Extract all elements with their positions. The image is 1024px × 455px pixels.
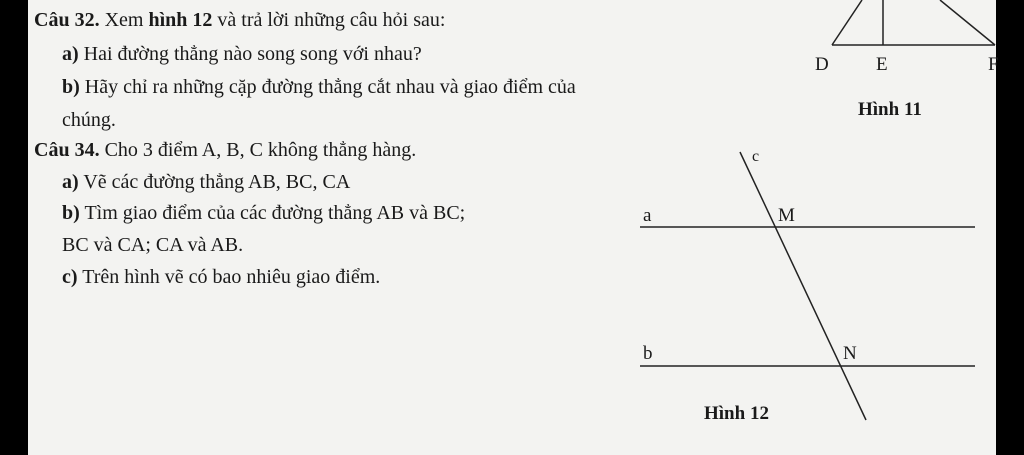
figure12-caption: Hình 12 (704, 403, 769, 424)
figure12-point-n: N (843, 343, 857, 364)
part-c-label: c) (62, 266, 78, 288)
question-32-heading: Câu 32. (34, 9, 100, 31)
question-34-heading: Câu 34. (34, 139, 100, 161)
figure12-label-a: a (643, 205, 652, 226)
figure12-label-c: c (752, 148, 760, 165)
question-34-intro-text: Cho 3 điểm A, B, C không thẳng hàng. (104, 139, 417, 161)
figure12-line-c (740, 152, 866, 420)
question-32-figure-ref: hình 12 (148, 9, 213, 31)
part-a-label: a) (62, 171, 79, 193)
question-32-part-b-line2: chúng. (62, 109, 116, 131)
figure12-label-b: b (643, 343, 653, 364)
question-32-intro-b: và trả lời những câu hỏi sau: (217, 9, 446, 31)
figure12-point-m: M (778, 205, 795, 226)
question-34-part-b-line2: BC và CA; CA và AB. (62, 234, 244, 256)
part-b-text-line1: Hãy chỉ ra những cặp đường thẳng cắt nhau và giao điểm của (84, 76, 576, 98)
figure11-point-d: D (815, 54, 829, 75)
part-a-label: a) (62, 43, 79, 65)
part-c-text: Trên hình vẽ có bao nhiêu giao điểm. (82, 266, 381, 288)
figure11-caption: Hình 11 (858, 99, 922, 120)
question-32-intro-a: Xem (104, 9, 144, 31)
part-a-text: Vẽ các đường thẳng AB, BC, CA (83, 171, 351, 193)
part-b-text-line1: Tìm giao điểm của các đường thẳng AB và BC; (84, 202, 466, 224)
part-b-label: b) (62, 202, 80, 224)
figure11-point-e: E (876, 54, 888, 75)
figure11-right-side (940, 0, 995, 45)
part-b-label: b) (62, 76, 80, 98)
figure11-left-side (832, 0, 862, 45)
figure11-point-f: F (988, 54, 999, 75)
part-a-text: Hai đường thẳng nào song song với nhau? (83, 43, 422, 65)
